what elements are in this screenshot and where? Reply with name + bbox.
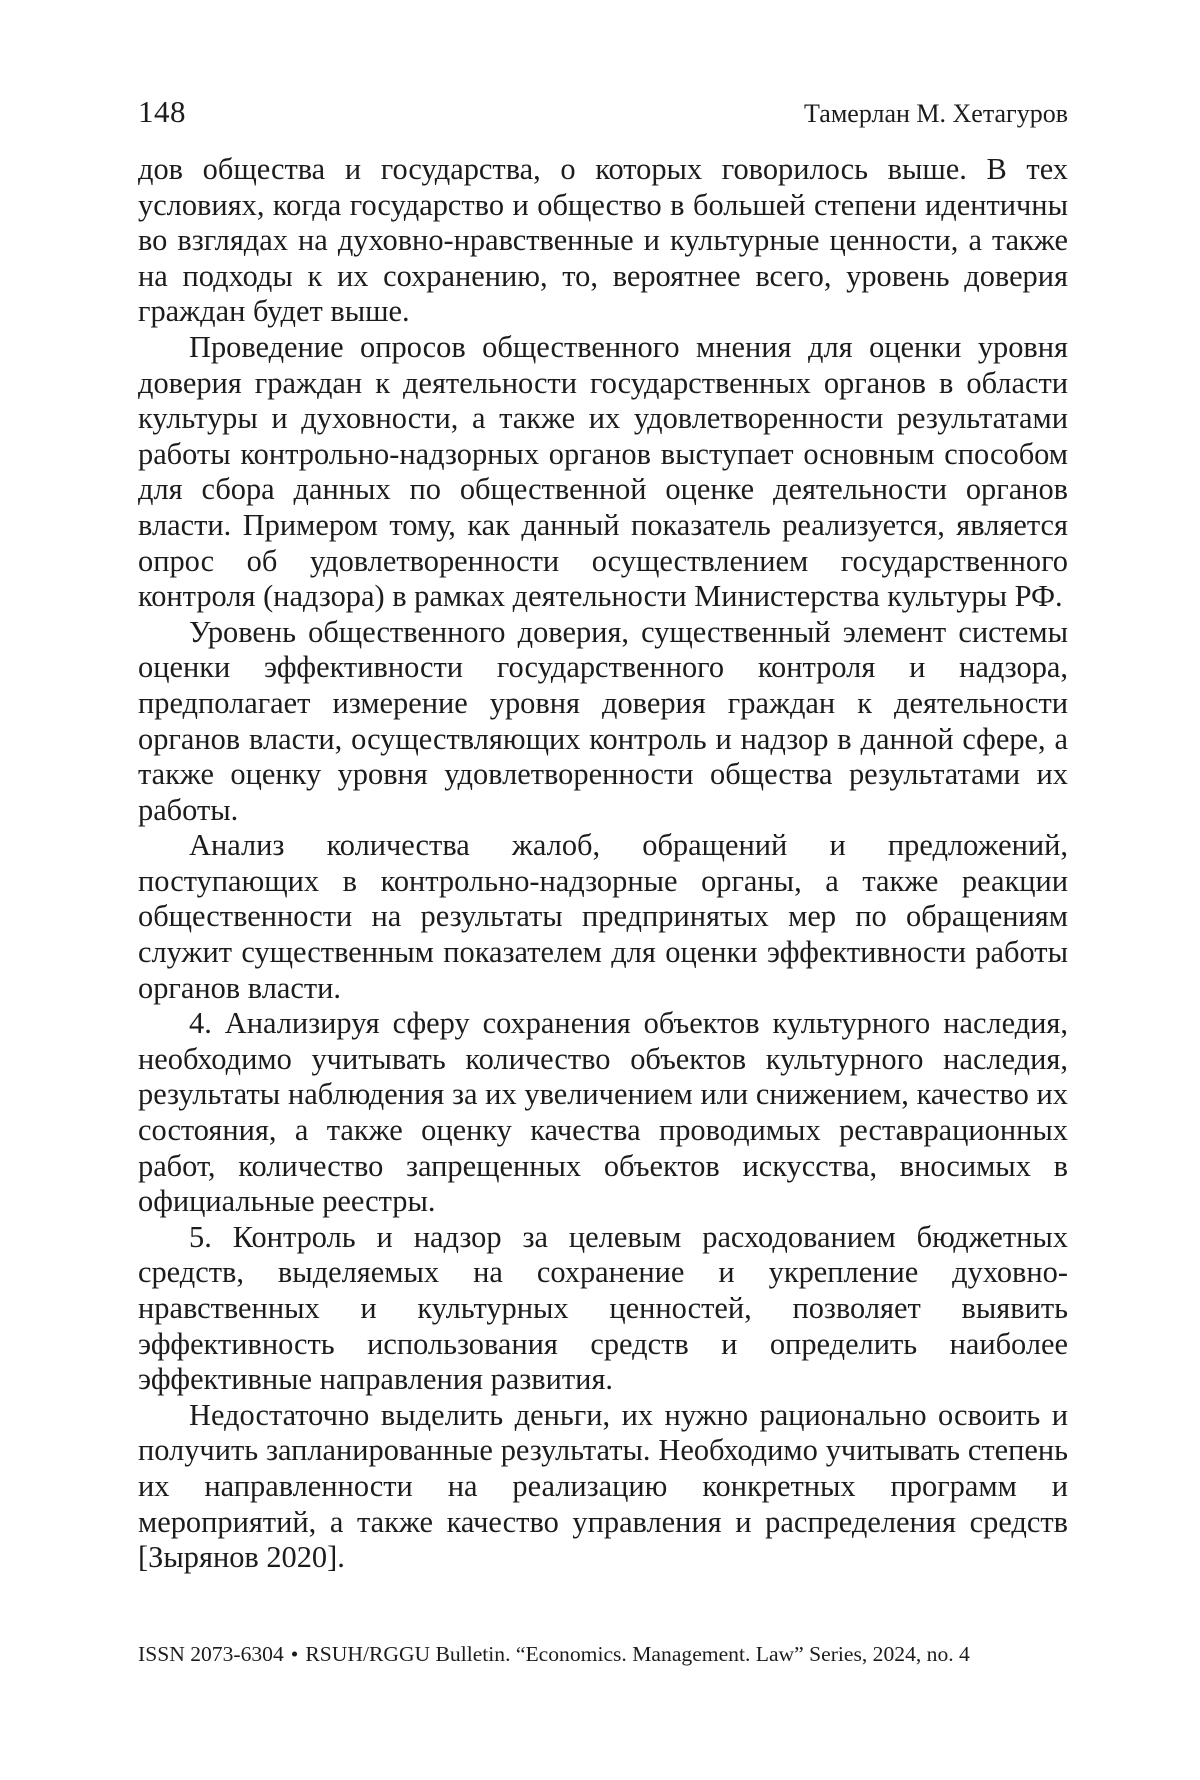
footer-journal: RSUH/RGGU Bulletin. “Economics. Management. Law” Series, 2024, no. 4	[305, 1642, 970, 1666]
footer-issn: ISSN 2073-6304	[138, 1642, 284, 1666]
paragraph-continued: дов общества и государства, о которых говорилось выше. В тех условиях, когда государство и общество в большей степени идентичны во взглядах на духовно-нравственные и культурные ценности, а также на подходы к их сохранению, то, вероятнее всего, уровень доверия граждан будет выше.	[138, 152, 1068, 330]
paragraph-item-5: 5. Контроль и надзор за целевым расходованием бюджетных средств, выделяемых на сохранение и укрепление духовно-нравственных и культурных ценностей, позволяет выявить эффективность использования средств и определить наиболее эффективные направления развития.	[138, 1220, 1068, 1398]
page	[138, 94, 1068, 1576]
paragraph: Уровень общественного доверия, существенный элемент системы оценки эффективности государственного контроля и надзора, предполагает измерение уровня доверия граждан к деятельности органов власти, осуществляющих контроль и надзор в данной сфере, а также оценку уровня удовлетворенности общества результатами их работы.	[138, 615, 1068, 829]
footer-separator: •	[284, 1642, 306, 1666]
running-head	[138, 94, 1068, 152]
article-body	[138, 152, 1068, 1576]
running-head-author: Тамерлан М. Хетагуров	[804, 99, 1068, 129]
paragraph: Недостаточно выделить деньги, их нужно рационально освоить и получить запланированные результаты. Необходимо учитывать степень их направленности на реализацию конкретных программ и мероприятий, а также качество управления и распределения средств [Зырянов 2020].	[138, 1398, 1068, 1576]
paragraph-item-4: 4. Анализируя сферу сохранения объектов культурного наследия, необходимо учитывать количество объектов культурного наследия, результаты наблюдения за их увеличением или снижением, качество их состояния, а также оценку качества проводимых реставрационных работ, количество запрещенных объектов искусства, вносимых в официальные реестры.	[138, 1006, 1068, 1220]
paragraph: Проведение опросов общественного мнения для оценки уровня доверия граждан к деятельности государственных органов в области культуры и духовности, а также их удовлетворенности результатами работы контрольно-надзорных органов выступает основным способом для сбора данных по общественной оценке деятельности органов власти. Примером тому, как данный показатель реализуется, является опрос об удовлетворенности осуществлением государственного контроля (надзора) в рамках деятельности Министерства культуры РФ.	[138, 330, 1068, 615]
paragraph: Анализ количества жалоб, обращений и предложений, поступающих в контрольно-надзорные органы, а также реакции общественности на результаты предпринятых мер по обращениям служит существенным показателем для оценки эффективности работы органов власти.	[138, 828, 1068, 1006]
page-number: 148	[138, 94, 186, 130]
page-footer	[138, 1642, 1068, 1667]
